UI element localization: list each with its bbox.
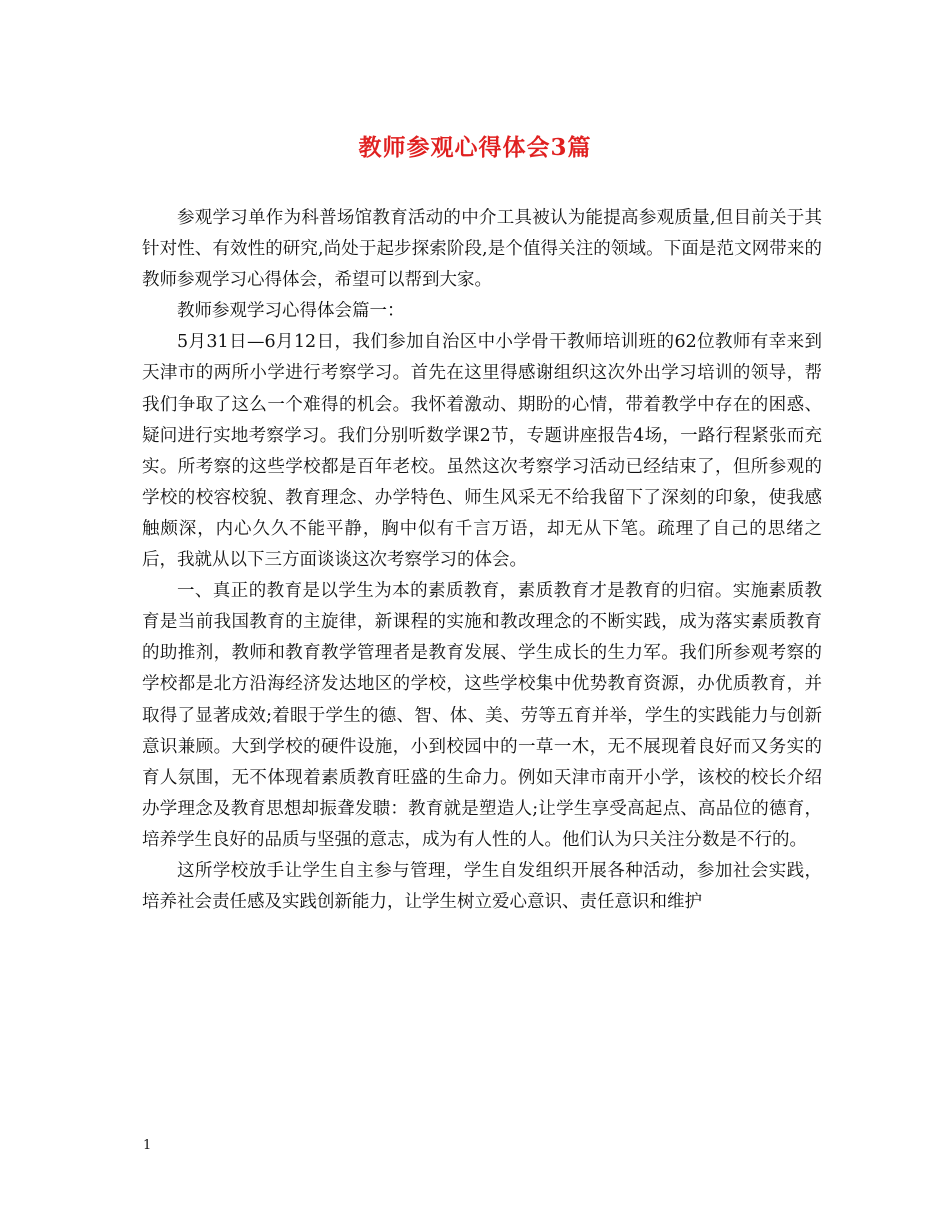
page-number: 1 xyxy=(143,1138,152,1153)
paragraph-quality-education: 一、真正的教育是以学生为本的素质教育，素质教育才是教育的归宿。实施素质教育是当前我国教育的主旋律，新课程的实施和教改理念的不断实践，成为落实素质教育的助推剂，教师和教育教学管理者是教育发展、学生成长的生力军。我们所参观考察的学校都是北方沿海经济发达地区的学校，这些学校集中优势教育资源，办优质教育，并取得了显著成效;着眼于学生的德、智、体、美、劳等五育并举，学生的实践能力与创新意识兼顾。大到学校的硬件设施，小到校园中的一草一木，无不展现着良好而又务实的育人氛围，无不体现着素质教育旺盛的生命力。例如天津市南开小学，该校的校长介绍办学理念及教育思想却振聋发聩：教育就是塑造人;让学生享受高起点、高品位的德育，培养学生良好的品质与坚强的意志，成为有人性的人。他们认为只关注分数是不行的。 xyxy=(142,581,822,850)
paragraph-student-autonomy: 这所学校放手让学生自主参与管理，学生自发组织开展各种活动，参加社会实践，培养社会责任感及实践创新能力，让学生树立爱心意识、责任意识和维护 xyxy=(142,860,822,913)
paragraph-section-heading: 教师参观学习心得体会篇一： xyxy=(177,301,405,322)
paragraph-intro: 参观学习单作为科普场馆教育活动的中介工具被认为能提高参观质量,但目前关于其针对性、有效性的研究,尚处于起步探索阶段,是个值得关注的领域。下面是范文网带来的教师参观学习心得体会，希望可以帮到大家。 xyxy=(142,208,822,291)
paragraph-visit-overview: 5月31日—6月12日，我们参加自治区中小学骨干教师培训班的62位教师有幸来到天津市的两所小学进行考察学习。首先在这里得感谢组织这次外出学习培训的领导，帮我们争取了这么一个难得的机会。我怀着激动、期盼的心情，带着教学中存在的困惑、疑问进行实地考察学习。我们分别听数学课2节，专题讲座报告4场，一路行程紧张而充实。所考察的这些学校都是百年老校。虽然这次考察学习活动已经结束了，但所参观的学校的校容校貌、教育理念、办学特色、师生风采无不给我留下了深刻的印象，使我感触颇深，内心久久不能平静，胸中似有千言万语，却无从下笔。疏理了自己的思绪之后，我就从以下三方面谈谈这次考察学习的体会。 xyxy=(142,332,822,571)
document-body xyxy=(142,203,822,918)
document-title: 教师参观心得体会3篇 xyxy=(358,134,592,161)
